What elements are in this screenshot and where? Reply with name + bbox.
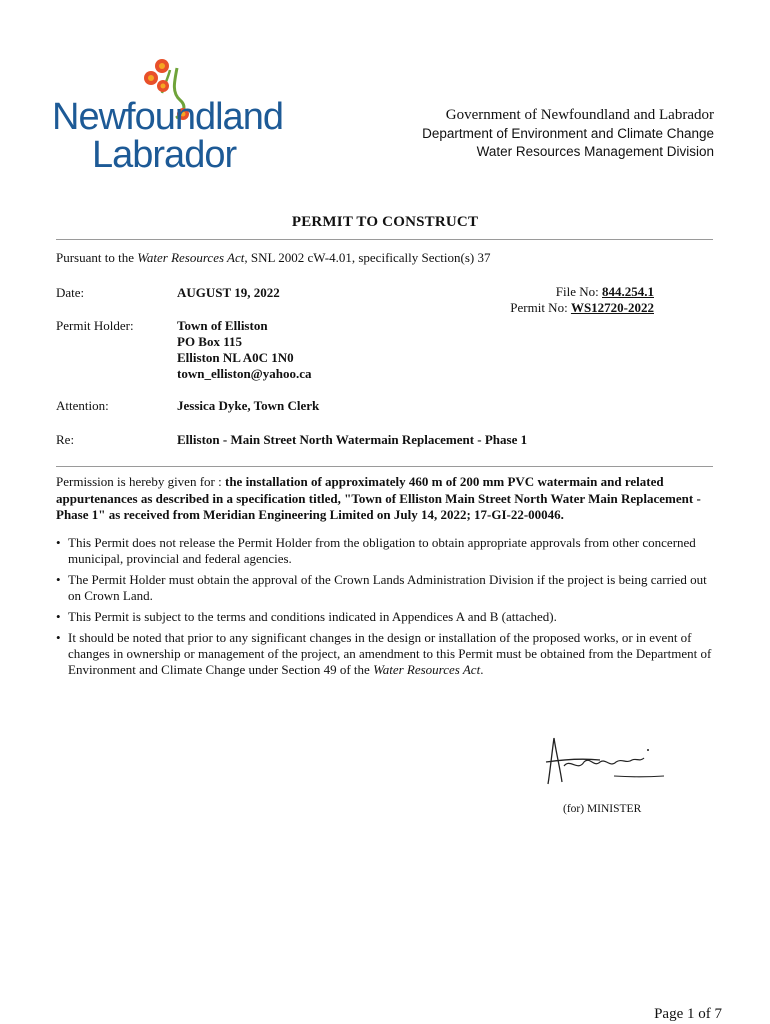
act-name: Water Resources Act (373, 662, 481, 677)
bullet-dot: • (56, 630, 61, 645)
permit-holder-address (177, 318, 312, 382)
file-number-line (510, 284, 654, 300)
condition-item (56, 630, 716, 678)
logo-text-labrador: Labrador (92, 134, 237, 176)
permission-statement (56, 474, 716, 524)
condition-text: The Permit Holder must obtain the approval of the Crown Lands Administration Division if the project is being carried out on Crown Land. (68, 572, 707, 603)
file-number-label: File No: (555, 284, 602, 299)
permit-number: WS12720-2022 (570, 300, 654, 315)
pursuant-suffix: , SNL 2002 cW-4.01, specifically Section(s) 37 (244, 250, 491, 265)
signature-caption: (for) MINISTER (563, 803, 642, 815)
permit-number-label: Permit No: (510, 300, 571, 315)
condition-item (56, 572, 716, 604)
date-label: Date: (56, 285, 85, 300)
holder-po-box: PO Box 115 (177, 334, 243, 349)
division-name: Water Resources Management Division (476, 144, 714, 159)
file-number: 844.254.1 (602, 284, 654, 299)
section-divider (56, 466, 713, 467)
condition-end: . (480, 662, 484, 677)
condition-text: This Permit does not release the Permit Holder from the obligation to obtain appropriate approvals from other concerned municipal, provincial and federal agencies. (68, 535, 696, 566)
condition-text: It should be noted that prior to any significant changes in the design or installation of the proposed works, or in event of changes in ownership or management of the project, an amendment to this Permit must be obtained from the Department of Environment and Climate Change under Section 49 of the (68, 630, 712, 677)
holder-city: Elliston NL A0C 1N0 (177, 350, 294, 365)
title-divider (56, 239, 713, 240)
department-name: Department of Environment and Climate Change (422, 126, 714, 141)
page-title: PERMIT TO CONSTRUCT (291, 214, 479, 230)
attention-label: Attention: (56, 398, 109, 413)
logo-text-newfoundland: Newfoundland (52, 96, 283, 138)
pursuant-statement (56, 250, 490, 266)
bullet-dot: • (56, 609, 61, 624)
bullet-dot: • (56, 535, 61, 550)
re-value: Elliston - Main Street North Watermain Replacement - Phase 1 (177, 432, 528, 447)
bullet-dot: • (56, 572, 61, 587)
file-reference-block (510, 284, 654, 316)
holder-email: town_elliston@yahoo.ca (177, 366, 312, 381)
permit-holder-label: Permit Holder: (56, 318, 134, 333)
page-number: Page 1 of 7 (654, 1006, 722, 1022)
condition-text: This Permit is subject to the terms and conditions indicated in Appendices A and B (attached). (68, 609, 557, 624)
attention-value: Jessica Dyke, Town Clerk (177, 398, 320, 413)
re-label: Re: (56, 432, 75, 447)
government-name: Government of Newfoundland and Labrador (445, 107, 714, 123)
date-value: AUGUST 19, 2022 (177, 285, 280, 300)
conditions-list (56, 535, 716, 683)
holder-name: Town of Elliston (177, 318, 268, 333)
permission-intro: Permission is hereby given for : (56, 474, 225, 489)
pursuant-prefix: Pursuant to the (56, 250, 138, 265)
condition-item (56, 535, 716, 567)
permission-body: the installation of approximately 460 m of 200 mm PVC watermain and related appurtenances as described in a specification titled, "Town of Elliston Main Street North Water Main Replacement - Phase 1" as received from Meridian Engineering Limited on July 14, 2022; 17-GI-22-00046. (56, 474, 701, 522)
permit-number-line (510, 300, 654, 316)
act-name: Water Resources Act (137, 250, 245, 265)
condition-item (56, 609, 716, 625)
signature-icon (540, 732, 670, 790)
